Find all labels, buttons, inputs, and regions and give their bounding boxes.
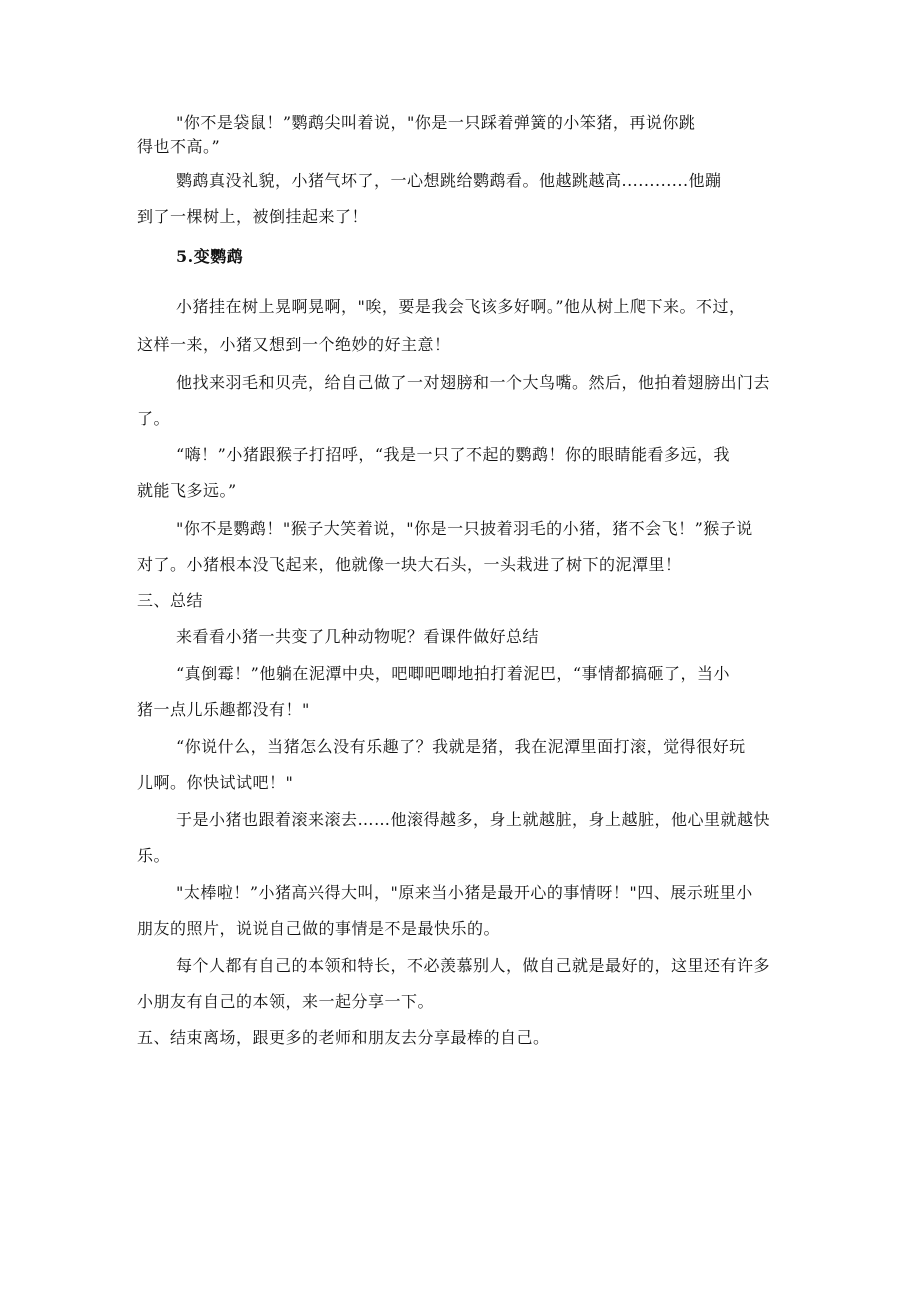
paragraph-1-line-1: "你不是袋鼠！”鹦鹉尖叫着说，"你是一只踩着弹簧的小笨猪，再说你跳 — [176, 113, 696, 132]
paragraph-4-line-1: 他找来羽毛和贝壳，给自己做了一对翅膀和一个大鸟嘴。然后，他拍着翅膀出门去 — [176, 373, 771, 392]
paragraph-6-line-1: "你不是鹦鹉！"猴子大笑着说，"你是一只披着羽毛的小猪，猪不会飞！”猴子说 — [176, 519, 753, 538]
section-ending-title: 五、结束离场，跟更多的老师和朋友去分享最棒的自己。 — [137, 1028, 550, 1047]
paragraph-12-line-2: 小朋友有自己的本领，来一起分享一下。 — [137, 992, 435, 1011]
paragraph-9-line-2: 儿啊。你快试试吧！" — [137, 773, 294, 792]
section-summary-title: 三、总结 — [137, 591, 204, 610]
paragraph-10-line-2: 乐。 — [137, 846, 171, 865]
paragraph-5-line-2: 就能飞多远。” — [137, 481, 237, 500]
paragraph-9-line-1: “你说什么，当猪怎么没有乐趣了？我就是猪，我在泥潭里面打滚，觉得很好玩 — [176, 737, 746, 756]
paragraph-4-line-2: 了。 — [137, 409, 171, 428]
paragraph-11-line-1: "太棒啦！”小猪高兴得大叫，"原来当小猪是最开心的事情呀！"四、展示班里小 — [176, 883, 753, 902]
paragraph-10-line-1: 于是小猪也跟着滚来滚去……他滚得越多，身上就越脏，身上越脏，他心里就越快 — [176, 810, 771, 829]
paragraph-11-line-2: 朋友的照片，说说自己做的事情是不是最快乐的。 — [137, 919, 501, 938]
paragraph-8-line-2: 猪一点儿乐趣都没有！" — [137, 700, 310, 719]
paragraph-3-line-1: 小猪挂在树上晃啊晃啊，"唉，要是我会飞该多好啊。”他从树上爬下来。不过， — [176, 297, 746, 316]
paragraph-2-line-2: 到了一棵树上，被倒挂起来了！ — [137, 207, 369, 226]
section-heading-5: 5.变鹦鹉 — [176, 247, 244, 266]
paragraph-8-line-1: “真倒霉！”他躺在泥潭中央，吧唧吧唧地拍打着泥巴，“事情都搞砸了，当小 — [176, 664, 731, 683]
paragraph-2-line-1: 鹦鹉真没礼貌，小猪气坏了，一心想跳给鹦鹉看。他越跳越高............他蹦 — [176, 171, 722, 190]
paragraph-6-line-2: 对了。小猪根本没飞起来，他就像一块大石头，一头栽进了树下的泥潭里！ — [137, 555, 682, 574]
paragraph-3-line-2: 这样一来，小猪又想到一个绝妙的好主意！ — [137, 335, 451, 354]
paragraph-5-line-1: “嗨！”小猪跟猴子打招呼，“我是一只了不起的鹦鹉！你的眼睛能看多远，我 — [176, 445, 731, 464]
paragraph-1-line-2: 得也不高。” — [137, 137, 221, 156]
paragraph-7-line-1: 来看看小猪一共变了几种动物呢？看课件做好总结 — [176, 627, 540, 646]
paragraph-12-line-1: 每个人都有自己的本领和特长，不必羡慕别人，做自己就是最好的，这里还有许多 — [176, 956, 771, 975]
